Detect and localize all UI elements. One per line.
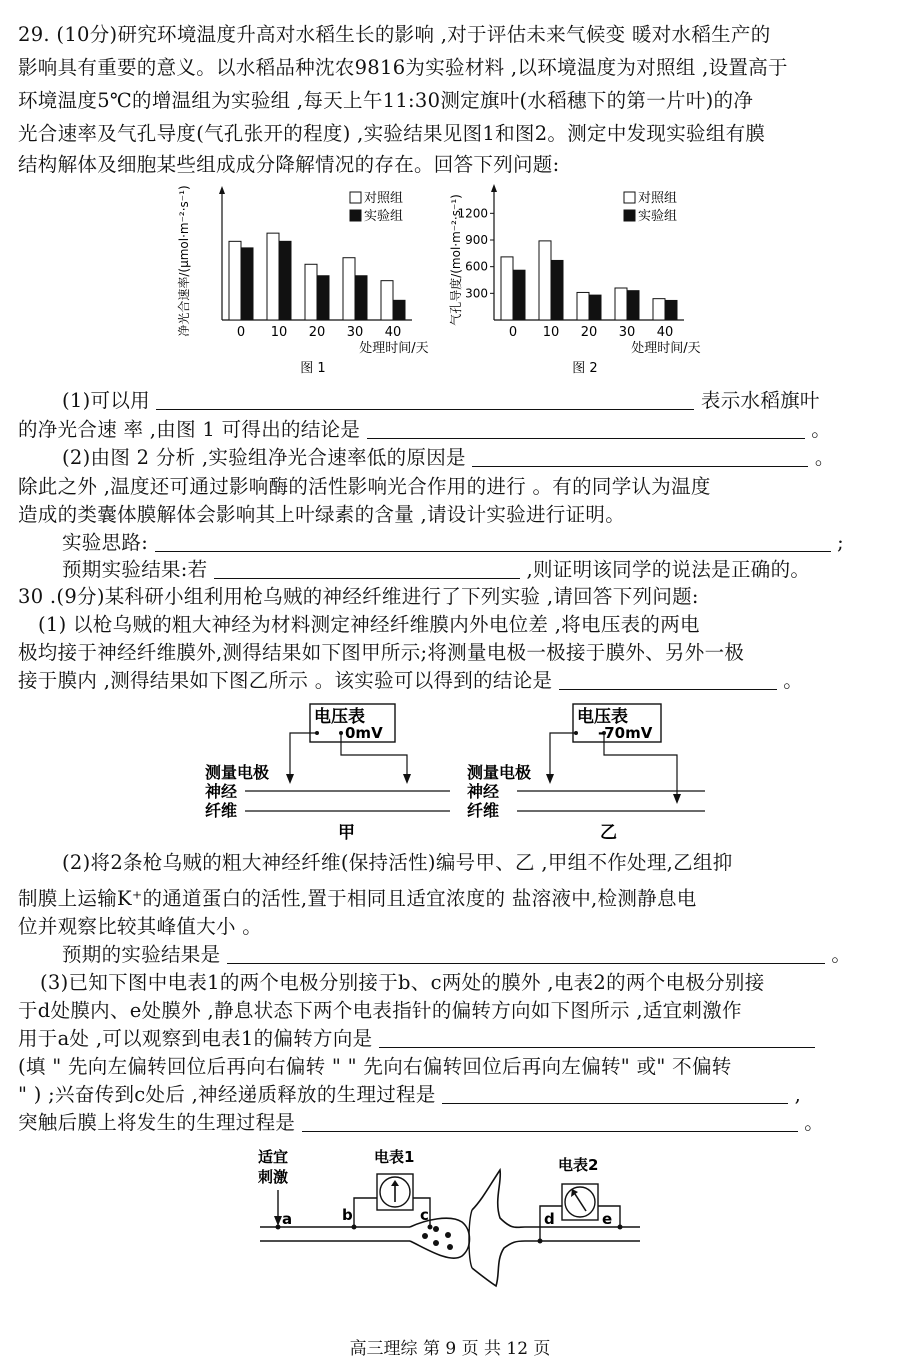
period: 。 bbox=[811, 418, 832, 441]
x-tick-label: 10 bbox=[270, 325, 288, 340]
bar bbox=[501, 257, 513, 320]
comma: , bbox=[794, 1083, 802, 1106]
answer-blank-10[interactable] bbox=[302, 1111, 798, 1132]
bar bbox=[305, 264, 317, 320]
x-tick-label: 40 bbox=[656, 325, 674, 340]
postsynaptic-neuron bbox=[472, 1170, 640, 1227]
figure-1-chart bbox=[177, 180, 429, 380]
x-tick-label: 30 bbox=[346, 325, 364, 340]
q29-sub1-suffix: 表示水稻旗叶 bbox=[700, 389, 820, 412]
x-axis-label: 处理时间/天 bbox=[359, 341, 429, 356]
q30-p1-line-2: 极均接于神经纤维膜外,测得结果如下图甲所示;将测量电极一极接于膜外、另外一极 bbox=[18, 641, 745, 664]
result-label: 预期实验结果:若 bbox=[62, 558, 208, 581]
q29-sub2-line-2: 除此之外 ,温度还可通过影响酶的活性影响光合作用的进行 。有的同学认为温度 bbox=[18, 475, 711, 498]
bar bbox=[343, 258, 355, 320]
legend-label: 实验组 bbox=[638, 209, 678, 224]
bar bbox=[577, 292, 589, 320]
x-tick-label: 20 bbox=[308, 325, 326, 340]
q30-p2-answer-line bbox=[62, 942, 851, 968]
reading-jia: 0mV bbox=[345, 724, 383, 742]
q29-idea-line bbox=[62, 530, 844, 556]
x-tick-label: 0 bbox=[508, 325, 518, 340]
label-electrode-jia: 测量电极 bbox=[205, 763, 270, 782]
q30-p1-text: 接于膜内 ,测得结果如下图乙所示 。该实验可以得到的结论是 bbox=[18, 669, 553, 692]
label-nerve-jia: 神经 bbox=[205, 782, 238, 801]
legend-label: 对照组 bbox=[638, 191, 678, 206]
q29-line-5: 结构解体及细胞某些组成成分降解情况的存在。回答下列问题: bbox=[18, 153, 560, 176]
bar bbox=[381, 281, 393, 320]
figure-2-chart bbox=[430, 180, 720, 380]
legend-label: 对照组 bbox=[364, 191, 404, 206]
q30-p2-answer-label: 预期的实验结果是 bbox=[62, 943, 221, 966]
answer-blank-1[interactable] bbox=[156, 389, 694, 410]
answer-blank-6[interactable] bbox=[559, 669, 777, 690]
chart-title: 图 1 bbox=[300, 361, 326, 376]
label-fiber-yi: 纤维 bbox=[467, 801, 500, 820]
q30-p1-line-3 bbox=[18, 668, 803, 694]
bar bbox=[267, 233, 279, 320]
meter2-label: 电表2 bbox=[558, 1156, 599, 1174]
label-electrode-yi: 测量电极 bbox=[467, 763, 532, 782]
result-suffix: ,则证明该同学的说法是正确的。 bbox=[526, 558, 811, 581]
q30-p2-line-1: (2)将2条枪乌贼的粗大神经纤维(保持活性)编号甲、乙 ,甲组不作处理,乙组抑 bbox=[62, 851, 733, 874]
y-axis-arrow-icon bbox=[219, 186, 225, 194]
q30-head: 30 .(9分)某科研小组利用枪乌贼的神经纤维进行了下列实验 ,请回答下列问题: bbox=[18, 585, 699, 608]
y-axis-label: 净光合速率/(μmol·m⁻²·s⁻¹) bbox=[177, 185, 191, 337]
point-d: d bbox=[544, 1210, 555, 1228]
bar bbox=[393, 300, 405, 320]
q30-p3-line-1: (3)已知下图中电表1的两个电极分别接于b、c两处的膜外 ,电表2的两个电极分别接 bbox=[40, 971, 765, 994]
answer-blank-4[interactable] bbox=[155, 531, 831, 552]
q30-p2-line-3: 位并观察比较其峰值大小 。 bbox=[18, 915, 263, 938]
bar bbox=[615, 288, 627, 320]
bar bbox=[241, 248, 253, 320]
x-tick-label: 20 bbox=[580, 325, 598, 340]
legend-label: 实验组 bbox=[364, 209, 404, 224]
point-a: a bbox=[282, 1210, 293, 1228]
chart-title: 图 2 bbox=[572, 361, 598, 376]
y-tick-label: 600 bbox=[465, 259, 488, 274]
x-tick-label: 10 bbox=[542, 325, 560, 340]
q29-line-2: 影响具有重要的意义。以水稻品种沈农9816为实验材料 ,以环境温度为对照组 ,设置高于 bbox=[18, 56, 788, 79]
voltmeter-label-yi: 电压表 bbox=[577, 707, 628, 727]
q29-sub1-text: 的净光合速 率 ,由图 1 可得出的结论是 bbox=[18, 418, 361, 441]
x-tick-label: 0 bbox=[236, 325, 246, 340]
y-axis-label: 气孔导度/(mol·m⁻²·s⁻¹) bbox=[449, 194, 463, 326]
period: 。 bbox=[831, 943, 852, 966]
q30-p3-line-2: 于d处膜内、e处膜外 ,静息状态下两个电表指针的偏转方向如下图所示 ,适宜刺激作 bbox=[18, 999, 742, 1022]
point-b: b bbox=[342, 1206, 353, 1224]
bar bbox=[355, 276, 367, 320]
y-tick-label: 300 bbox=[465, 286, 488, 301]
q30-p3-line-5 bbox=[18, 1082, 801, 1108]
stimulus-label: 适宜刺激 bbox=[258, 1148, 289, 1186]
bar bbox=[513, 270, 525, 320]
bar bbox=[539, 241, 551, 320]
page-footer: 高三理综 第 9 页 共 12 页 bbox=[349, 1339, 551, 1359]
x-tick-label: 40 bbox=[384, 325, 402, 340]
presynaptic-terminal bbox=[410, 1218, 470, 1258]
q29-sub1-line-2 bbox=[18, 417, 831, 443]
q30-p3-text-3: 突触后膜上将发生的生理过程是 bbox=[18, 1111, 296, 1134]
legend-swatch bbox=[624, 192, 635, 203]
q29-line-3: 环境温度5℃的增温组为实验组 ,每天上午11:30测定旗叶(水稻穗下的第一片叶)的净 bbox=[18, 89, 754, 112]
q30-p3-line-4: (填 " 先向左偏转回位后再向右偏转 " " 先向右偏转回位后再向左偏转" 或" 不偏转 bbox=[18, 1055, 732, 1078]
legend-swatch bbox=[350, 192, 361, 203]
bar bbox=[229, 241, 241, 320]
voltmeter-label-jia: 电压表 bbox=[314, 707, 365, 727]
reading-yi: -70mV bbox=[598, 724, 653, 742]
q29-sub2-text: (2)由图 2 分析 ,实验组净光合速率低的原因是 bbox=[62, 446, 466, 469]
q29-sub1-line bbox=[62, 388, 820, 414]
period: 。 bbox=[804, 1111, 825, 1134]
answer-blank-8[interactable] bbox=[379, 1027, 815, 1048]
q30-p1-line-1: (1) 以枪乌贼的粗大神经为材料测定神经纤维膜内外电位差 ,将电压表的两电 bbox=[38, 613, 700, 636]
idea-label: 实验思路: bbox=[62, 531, 149, 554]
q29-result-line bbox=[62, 557, 810, 583]
period: 。 bbox=[783, 669, 804, 692]
y-axis-arrow-icon bbox=[491, 184, 497, 192]
bar bbox=[279, 241, 291, 320]
semicolon: ; bbox=[837, 531, 844, 554]
bar bbox=[627, 291, 639, 320]
answer-blank-2[interactable] bbox=[367, 418, 805, 439]
q29-line-4: 光合速率及气孔导度(气孔张开的程度) ,实验结果见图1和图2。测定中发现实验组有膜 bbox=[18, 122, 766, 145]
q30-p2-line-2: 制膜上运输K⁺的通道蛋白的活性,置于相同且适宜浓度的 盐溶液中,检测静息电 bbox=[18, 887, 697, 910]
answer-blank-7[interactable] bbox=[227, 943, 825, 964]
caption-jia: 甲 bbox=[338, 823, 355, 843]
synapse-figure bbox=[250, 1140, 650, 1290]
answer-blank-3[interactable] bbox=[472, 446, 808, 467]
voltmeter-figure bbox=[195, 700, 715, 850]
y-tick-label: 900 bbox=[465, 233, 488, 247]
y-tick-label: 1200 bbox=[457, 206, 488, 221]
bar bbox=[551, 260, 563, 320]
caption-yi: 乙 bbox=[600, 823, 617, 843]
point-c: c bbox=[420, 1206, 429, 1224]
period: 。 bbox=[814, 446, 835, 469]
q30-p3-text-2: " ) ;兴奋传到c处后 ,神经递质释放的生理过程是 bbox=[18, 1083, 436, 1106]
bar bbox=[665, 300, 677, 320]
q30-p3-text: 用于a处 ,可以观察到电表1的偏转方向是 bbox=[18, 1027, 373, 1050]
legend-swatch bbox=[624, 210, 635, 221]
bar bbox=[653, 299, 665, 320]
point-e: e bbox=[602, 1210, 613, 1228]
bar bbox=[317, 276, 329, 320]
label-nerve-yi: 神经 bbox=[467, 782, 500, 801]
q29-line-1: 29. (10分)研究环境温度升高对水稻生长的影响 ,对于评估未来气候变 暖对水稻生产的 bbox=[18, 23, 771, 46]
q30-p3-line-3 bbox=[18, 1026, 815, 1052]
bar bbox=[589, 295, 601, 320]
x-axis-label: 处理时间/天 bbox=[631, 341, 701, 356]
q29-sub2-line bbox=[62, 445, 835, 471]
legend-swatch bbox=[350, 210, 361, 221]
meter1-label: 电表1 bbox=[374, 1148, 415, 1166]
answer-blank-9[interactable] bbox=[442, 1083, 788, 1104]
q29-sub2-line-3: 造成的类囊体膜解体会影响其上叶绿素的含量 ,请设计实验进行证明。 bbox=[18, 503, 625, 526]
q29-sub1-prefix: (1)可以用 bbox=[62, 389, 150, 412]
answer-blank-5[interactable] bbox=[214, 558, 520, 579]
x-tick-label: 30 bbox=[618, 325, 636, 340]
q30-p3-line-6 bbox=[18, 1110, 824, 1136]
label-fiber-jia: 纤维 bbox=[205, 801, 238, 820]
